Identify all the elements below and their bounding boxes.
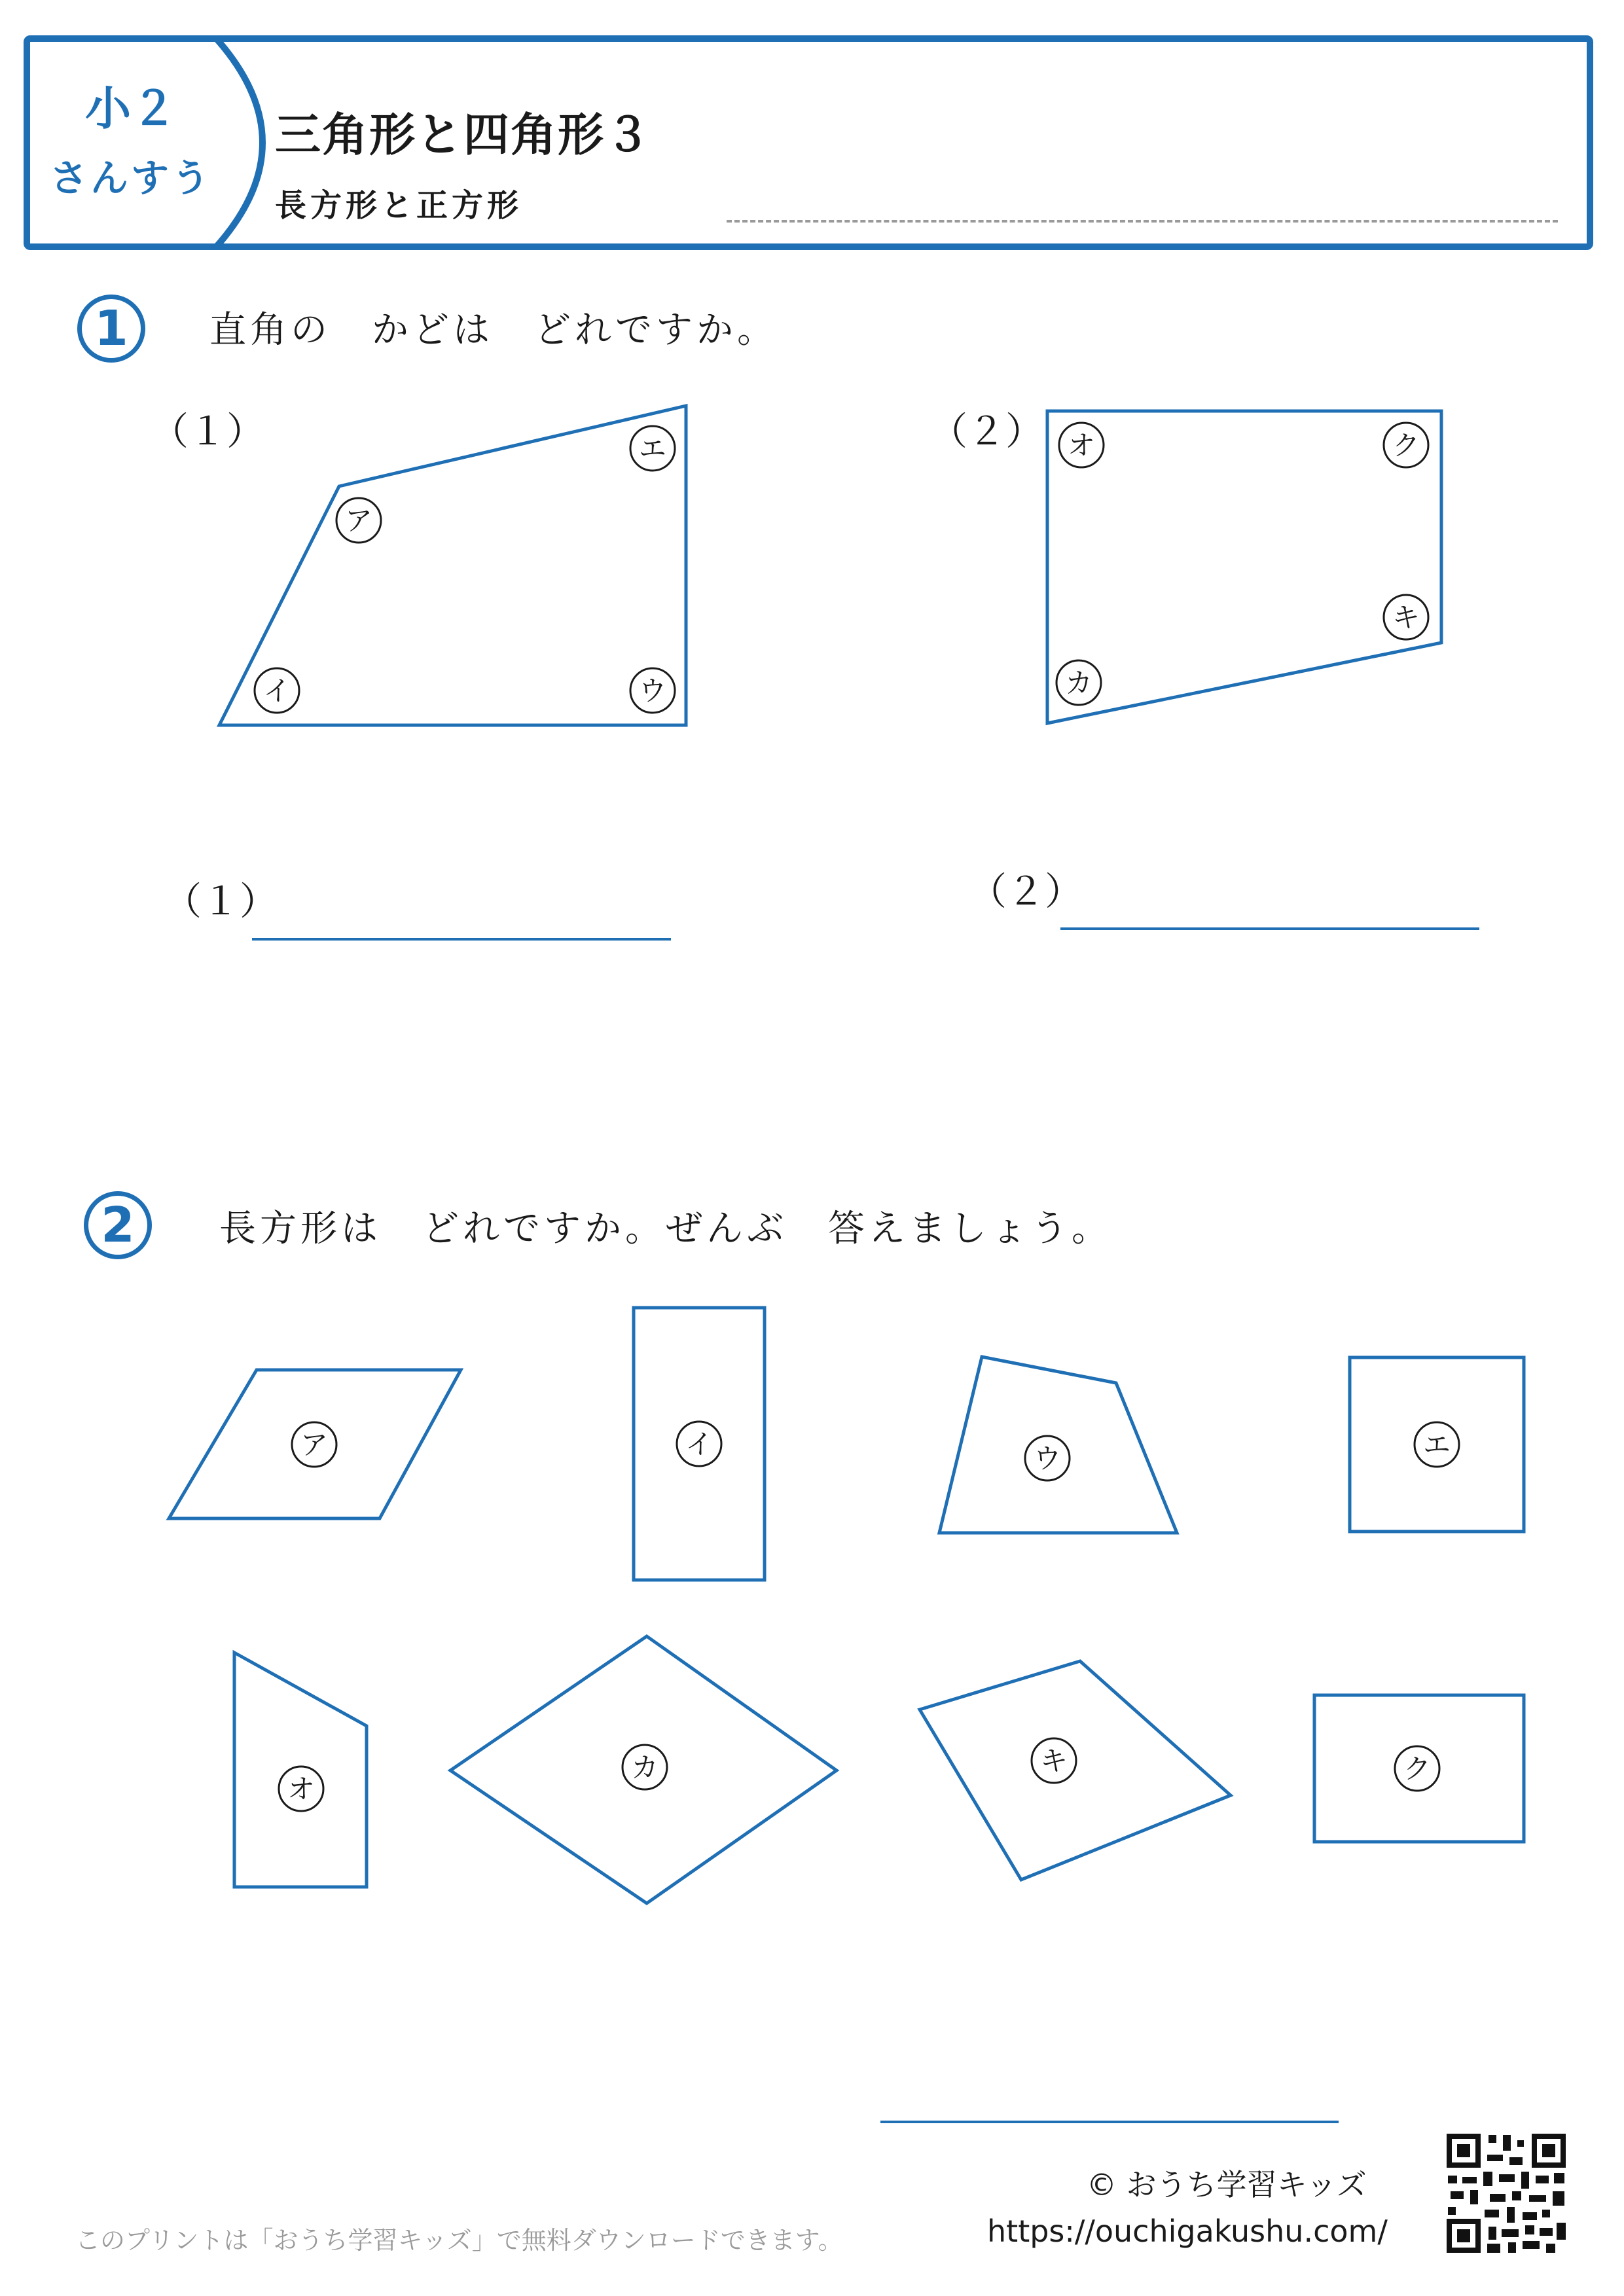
question-1-number: 1 [77, 295, 145, 363]
answer-1-label: （１） [164, 879, 278, 924]
q1-corner-label: ク [1392, 429, 1420, 461]
q2-shape-label: オ [287, 1773, 316, 1805]
q2-shape-label: ウ [1033, 1443, 1062, 1475]
subject-label: さんすう [49, 156, 212, 200]
q1-corner-label: イ [262, 675, 291, 707]
page-subtitle: 長方形と正方形 [275, 187, 523, 224]
q2-shape-ki [920, 1661, 1231, 1880]
answer-2-label: （２） [969, 869, 1083, 914]
copyright: © おうち学習キッズ [1087, 2167, 1367, 2202]
q1-corner-label: オ [1067, 429, 1096, 461]
footer-note: このプリントは「おうち学習キッズ」で無料ダウンロードできます。 [75, 2226, 843, 2255]
q1-corner-label: カ [1064, 667, 1093, 699]
figure-2-label: （２） [929, 409, 1044, 454]
question-1-text: 直角の かどは どれですか。 [209, 309, 778, 351]
figure-1-label: （１） [151, 409, 265, 454]
qr-code-icon[interactable] [1444, 2131, 1568, 2255]
q2-shape-label: キ [1039, 1745, 1068, 1777]
q1-corner-label: エ [638, 433, 667, 465]
page-title: 三角形と四角形３ [275, 108, 652, 162]
question-2-text: 長方形は どれですか。ぜんぶ 答えましょう。 [219, 1208, 1112, 1250]
q2-shape-label: カ [630, 1751, 659, 1784]
q1-corner-label: キ [1392, 601, 1420, 634]
q1-corner-label: ウ [638, 675, 667, 707]
q2-shape-label: ク [1403, 1753, 1432, 1785]
q2-shape-label: イ [685, 1428, 713, 1460]
site-url[interactable]: https://ouchigakushu.com/ [987, 2214, 1388, 2249]
q2-shape-label: ア [300, 1429, 329, 1461]
question-2-number: 2 [84, 1191, 152, 1259]
q1-figure-2 [1047, 411, 1441, 723]
grade-label: 小２ [85, 82, 177, 135]
q1-corner-label: ア [344, 505, 373, 537]
q2-shape-label: エ [1422, 1429, 1451, 1461]
